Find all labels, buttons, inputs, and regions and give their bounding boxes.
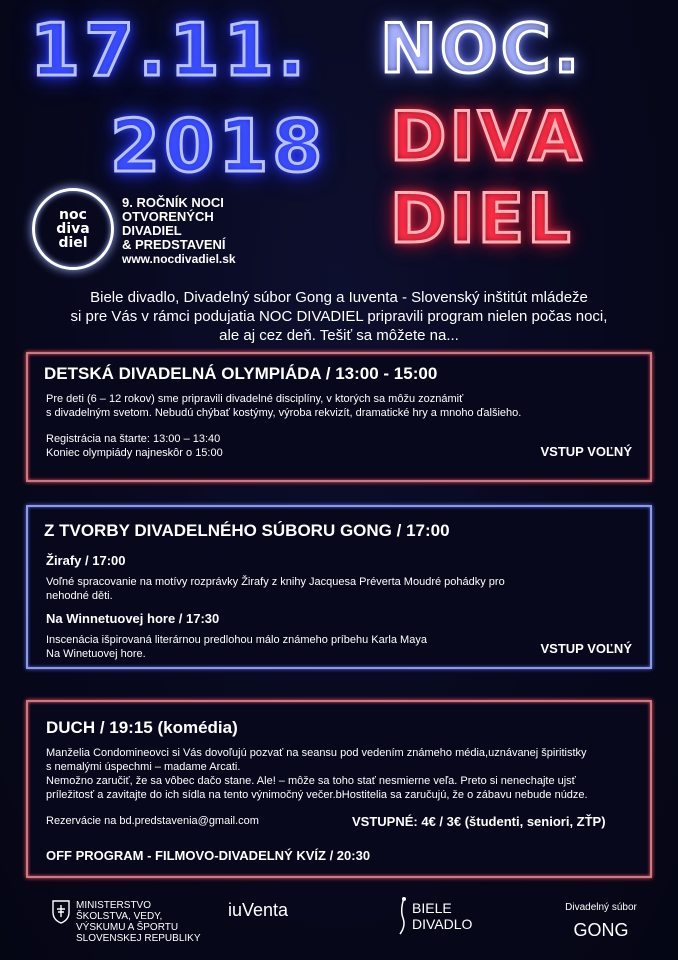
biele-line: BIELE [412, 900, 452, 916]
title-noc: NOC. [380, 10, 583, 89]
gong-box [26, 505, 652, 669]
show-zirafy-desc: Voľné spracovanie na motívy rozprávky Žirafy z knihy Jacquesa Préverta Moudré pohádky pro [46, 576, 505, 588]
website-url[interactable]: www.nocdivadiel.sk [122, 252, 236, 266]
coat-of-arms-icon [52, 900, 70, 924]
gong-title: Z TVORBY DIVADELNÉHO SÚBORU GONG / 17:00 [44, 521, 450, 540]
title-diel: DIEL [390, 180, 574, 259]
duch-title: DUCH / 19:15 (komédia) [46, 718, 238, 737]
show-zirafy-desc: nehodné děti. [46, 590, 113, 602]
logo-line-diel: diel [58, 235, 88, 251]
edition-line: 9. ROČNÍK NOCI [122, 195, 224, 210]
date-day-month: 17.11. [30, 8, 310, 92]
olympiad-desc: Pre deti (6 – 12 rokov) sme pripravili divadelné disciplíny, v ktorých sa môžu zoznámiť [46, 393, 464, 405]
show-zirafy-title: Žirafy / 17:00 [46, 553, 126, 568]
olympiad-title: DETSKÁ DIVADELNÁ OLYMPIÁDA / 13:00 - 15:00 [44, 364, 438, 383]
intro-line: si pre Vás v rámci podujatia NOC DIVADIEL pripravili program nielen počas noci, [70, 308, 608, 325]
duch-price: VSTUPNÉ: 4€ / 3€ (študenti, seniori, ZŤP) [352, 814, 606, 829]
gong-logo [556, 902, 646, 941]
dancer-icon [396, 896, 410, 936]
iuventa-logo: iuVenta [228, 900, 289, 920]
gong-entry: VSTUP VOĽNÝ [540, 641, 632, 656]
ministry-line: SLOVENSKEJ REPUBLIKY [76, 933, 201, 944]
ministry-line: MINISTERSTVO [76, 900, 152, 911]
title-diva: DIVA [390, 98, 585, 177]
duch-desc: Nemožno zaručiť, že sa vôbec dačo stane. Ale! – môže sa toho stať nesmierne veľa. Preto si nenechajte ujsť [46, 775, 576, 787]
show-winnetou-desc: Na Winetuovej hore. [46, 648, 146, 660]
olympiad-end: Koniec olympiády najneskôr o 15:00 [46, 447, 223, 459]
edition-info [122, 196, 236, 266]
edition-line: OTVORENÝCH [122, 209, 214, 224]
biele-line: DIVADLO [412, 916, 473, 932]
ministry-line: ŠKOLSTVA, VEDY, [76, 911, 163, 922]
duch-desc: Manželia Condomineovci si Vás dovoľujú pozvať na seansu pod vedením známeho média,uznávanej špiritistky [46, 747, 587, 759]
edition-line: & PREDSTAVENÍ [122, 237, 226, 252]
duch-box [26, 700, 652, 878]
intro-line: Biele divadlo, Divadelný súbor Gong a Iuventa - Slovenský inštitút mládeže [90, 289, 588, 306]
off-program: OFF PROGRAM - FILMOVO-DIVADELNÝ KVÍZ / 20:30 [46, 848, 371, 863]
intro-text [30, 288, 648, 345]
duch-reservation[interactable]: Rezervácie na bd.predstavenia@gmail.com [46, 815, 259, 827]
olympiad-registration: Registrácia na štarte: 13:00 – 13:40 [46, 433, 221, 445]
date-year: 2018 [110, 104, 327, 188]
show-winnetou-title: Na Winnetuovej hore / 17:30 [46, 611, 220, 626]
ministry-line: VÝSKUMU A ŠPORTU [76, 922, 179, 933]
noc-divadiel-logo [32, 188, 114, 270]
edition-line: DIVADIEL [122, 223, 182, 238]
gong-label: GONG [573, 920, 629, 940]
olympiad-desc: s divadelným svetom. Nebudú chýbať kostýmy, výroba rekvizít, dramatické hry a mnoho ďalšieho. [46, 407, 522, 419]
olympiad-box [26, 352, 652, 482]
duch-desc: príležitosť a zavitajte do ich sídla na tento výnimočný večer.bHostitelia sa zaručujú, že o zábavu nebude núdze. [46, 789, 588, 801]
logo-line-diva: diva [56, 221, 90, 237]
intro-line: ale aj cez deň. Tešiť sa môžete na... [219, 327, 459, 344]
logo-line-noc: noc [59, 207, 87, 223]
duch-desc: s nemalými úspechmi – madame Arcati. [46, 761, 241, 773]
olympiad-entry: VSTUP VOĽNÝ [540, 444, 632, 459]
show-winnetou-desc: Inscenácia išpirovaná literárnou predlohou málo známeho príbehu Karla Maya [46, 634, 427, 646]
gong-small-label: Divadelný súbor [565, 902, 637, 913]
